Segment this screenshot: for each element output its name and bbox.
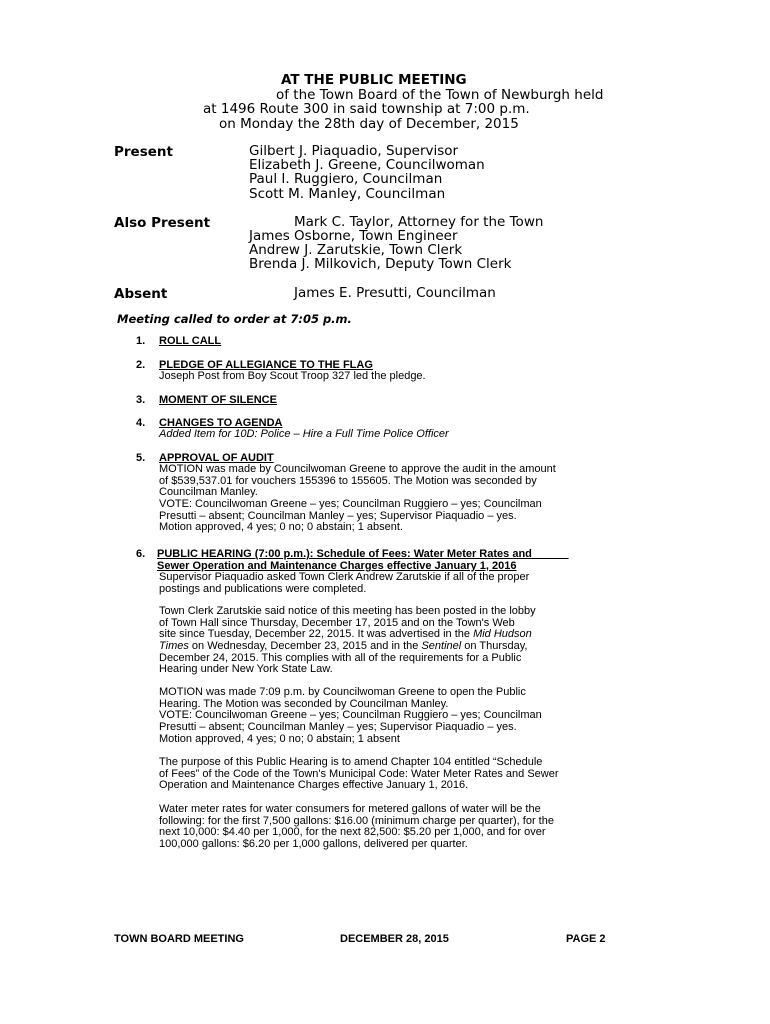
body-line: Supervisor Piaquadio asked Town Clerk Andrew Zarutskie if all of the proper: [159, 571, 530, 583]
body-line: of Town Hall since Thursday, December 17, 2015 and on the Town's Web: [159, 616, 515, 629]
body-line: postings and publications were completed.: [159, 582, 367, 595]
meeting-called-to-order: Meeting called to order at 7:05 p.m.: [117, 312, 352, 326]
body-line: of Fees” of the Code of the Town's Municipal Code: Water Meter Rates and Sewer: [159, 767, 559, 780]
body-line: 100,000 gallons: $6.20 per 1,000 gallons, delivered per quarter.: [159, 838, 468, 851]
body-line: Added Item for 10D: Police – Hire a Full Time Police Officer: [159, 428, 449, 440]
item-title-moment-of-silence: MOMENT OF SILENCE: [159, 394, 277, 406]
body-line: MOTION was made by Councilwoman Greene to approve the audit in the amount: [159, 463, 556, 475]
body-line: Hearing. The Motion was seconded by Councilman Manley.: [159, 697, 449, 710]
item-number: 1.: [136, 335, 146, 347]
present-member: Elizabeth J. Greene, Councilwoman: [249, 157, 485, 174]
also-present-member: James Osborne, Town Engineer: [249, 228, 458, 244]
item-title-pledge: PLEDGE OF ALLEGIANCE TO THE FLAG: [159, 359, 373, 371]
item-title-approval-of-audit: APPROVAL OF AUDIT: [159, 452, 274, 464]
title-underline-extension: [532, 548, 569, 560]
body-line: The purpose of this Public Hearing is to amend Chapter 104 entitled “Schedule: [159, 756, 543, 768]
item-number: 2.: [136, 359, 146, 371]
public-hearing-para-2: [159, 606, 536, 676]
item-number: 6.: [136, 548, 146, 560]
body-line: Times on Wednesday, December 23, 2015 and in the Sentinel on Thursday,: [159, 640, 528, 653]
public-hearing-para-3: [159, 687, 542, 745]
item-number: 3.: [136, 394, 146, 406]
present-member: Gilbert J. Piaquadio, Supervisor: [249, 143, 459, 159]
newspaper-name: Sentinel: [421, 640, 462, 653]
item-title-changes-to-agenda: CHANGES TO AGENDA: [159, 417, 283, 429]
present-member: Scott M. Manley, Councilman: [249, 185, 446, 202]
title-line: PUBLIC HEARING (7:00 p.m.): Schedule of Fees: Water Meter Rates and: [157, 548, 532, 560]
also-present-member: Andrew J. Zarutskie, Town Clerk: [249, 242, 463, 259]
body-line: Motion approved, 4 yes; 0 no; 0 abstain; 1 absent: [159, 732, 400, 745]
present-label: Present: [114, 144, 173, 160]
footer-date: DECEMBER 28, 2015: [340, 933, 449, 945]
absent-member: James E. Presutti, Councilman: [294, 285, 496, 301]
item-title-public-hearing-2: Sewer Operation and Maintenance Charges effective January 1, 2016: [157, 560, 517, 572]
absent-label: Absent: [114, 286, 168, 302]
public-hearing-para-4: [159, 757, 559, 792]
body-line: Presutti – absent; Councilman Manley – yes; Supervisor Piaquadio – yes.: [159, 509, 517, 522]
item-number: 4.: [136, 417, 146, 429]
body-line: VOTE: Councilwoman Greene – yes; Councilman Ruggiero – yes; Councilman: [159, 709, 542, 722]
body-line: of $539,537.01 for vouchers 155396 to 155605. The Motion was seconded by: [159, 474, 537, 487]
body-line: MOTION was made 7:09 p.m. by Councilwoman Greene to open the Public: [159, 686, 526, 698]
body-line: site since Tuesday, December 22, 2015. It was advertised in the Mid Hudson: [159, 628, 532, 641]
item-title-roll-call: ROLL CALL: [159, 335, 222, 347]
body-line: VOTE: Councilwoman Greene – yes; Councilman Ruggiero – yes; Councilman: [159, 498, 542, 511]
newspaper-name: Mid Hudson: [473, 628, 532, 641]
present-member: Paul I. Ruggiero, Councilman: [249, 171, 443, 188]
body-line: Operation and Maintenance Charges effective January 1, 2016.: [159, 779, 469, 792]
also-present-member: Brenda J. Milkovich, Deputy Town Clerk: [249, 256, 512, 273]
body-line: following: for the first 7,500 gallons: $16.00 (minimum charge per quarter), for the: [159, 814, 554, 827]
body-line: Councilman Manley.: [159, 486, 258, 499]
item-body-approval-of-audit: [159, 464, 556, 534]
body-line: next 10,000: $4.40 per 1,000, for the next 82,500: $5.20 per 1,000, and for over: [159, 826, 546, 839]
item-number: 5.: [136, 452, 146, 464]
also-present-first: Mark C. Taylor, Attorney for the Town: [294, 214, 544, 230]
public-hearing-para-1: [159, 572, 529, 595]
public-hearing-para-5: [159, 804, 554, 851]
heading-line-4: on Monday the 28th day of December, 2015: [219, 116, 519, 132]
body-line: December 24, 2015. This complies with all of the requirements for a Public: [159, 651, 522, 664]
body-line: Water meter rates for water consumers for metered gallons of water will be the: [159, 803, 541, 815]
also-present-label: Also Present: [114, 215, 211, 231]
body-line: Hearing under New York State Law.: [159, 663, 333, 676]
footer-page-number: PAGE 2: [566, 933, 606, 945]
present-list: [249, 144, 485, 201]
item-body-pledge: [159, 371, 426, 383]
body-line: Motion approved, 4 yes; 0 no; 0 abstain; 1 absent.: [159, 521, 403, 534]
also-present-list: [249, 229, 511, 272]
heading-line-3: at 1496 Route 300 in said township at 7:00 p.m.: [203, 101, 530, 117]
body-line: Presutti – absent; Councilman Manley – yes; Supervisor Piaquadio – yes.: [159, 721, 517, 734]
item-title-public-hearing-1: [157, 548, 569, 560]
item-body-changes-to-agenda: [159, 429, 449, 441]
body-line: Joseph Post from Boy Scout Troop 327 led the pledge.: [159, 370, 426, 382]
newspaper-name: Times: [159, 640, 189, 653]
heading-line-2: of the Town Board of the Town of Newburgh held: [276, 87, 604, 103]
meeting-heading: AT THE PUBLIC MEETING: [281, 72, 467, 88]
footer-title: TOWN BOARD MEETING: [114, 933, 244, 945]
body-line: Town Clerk Zarutskie said notice of this meeting has been posted in the lobby: [159, 605, 536, 617]
